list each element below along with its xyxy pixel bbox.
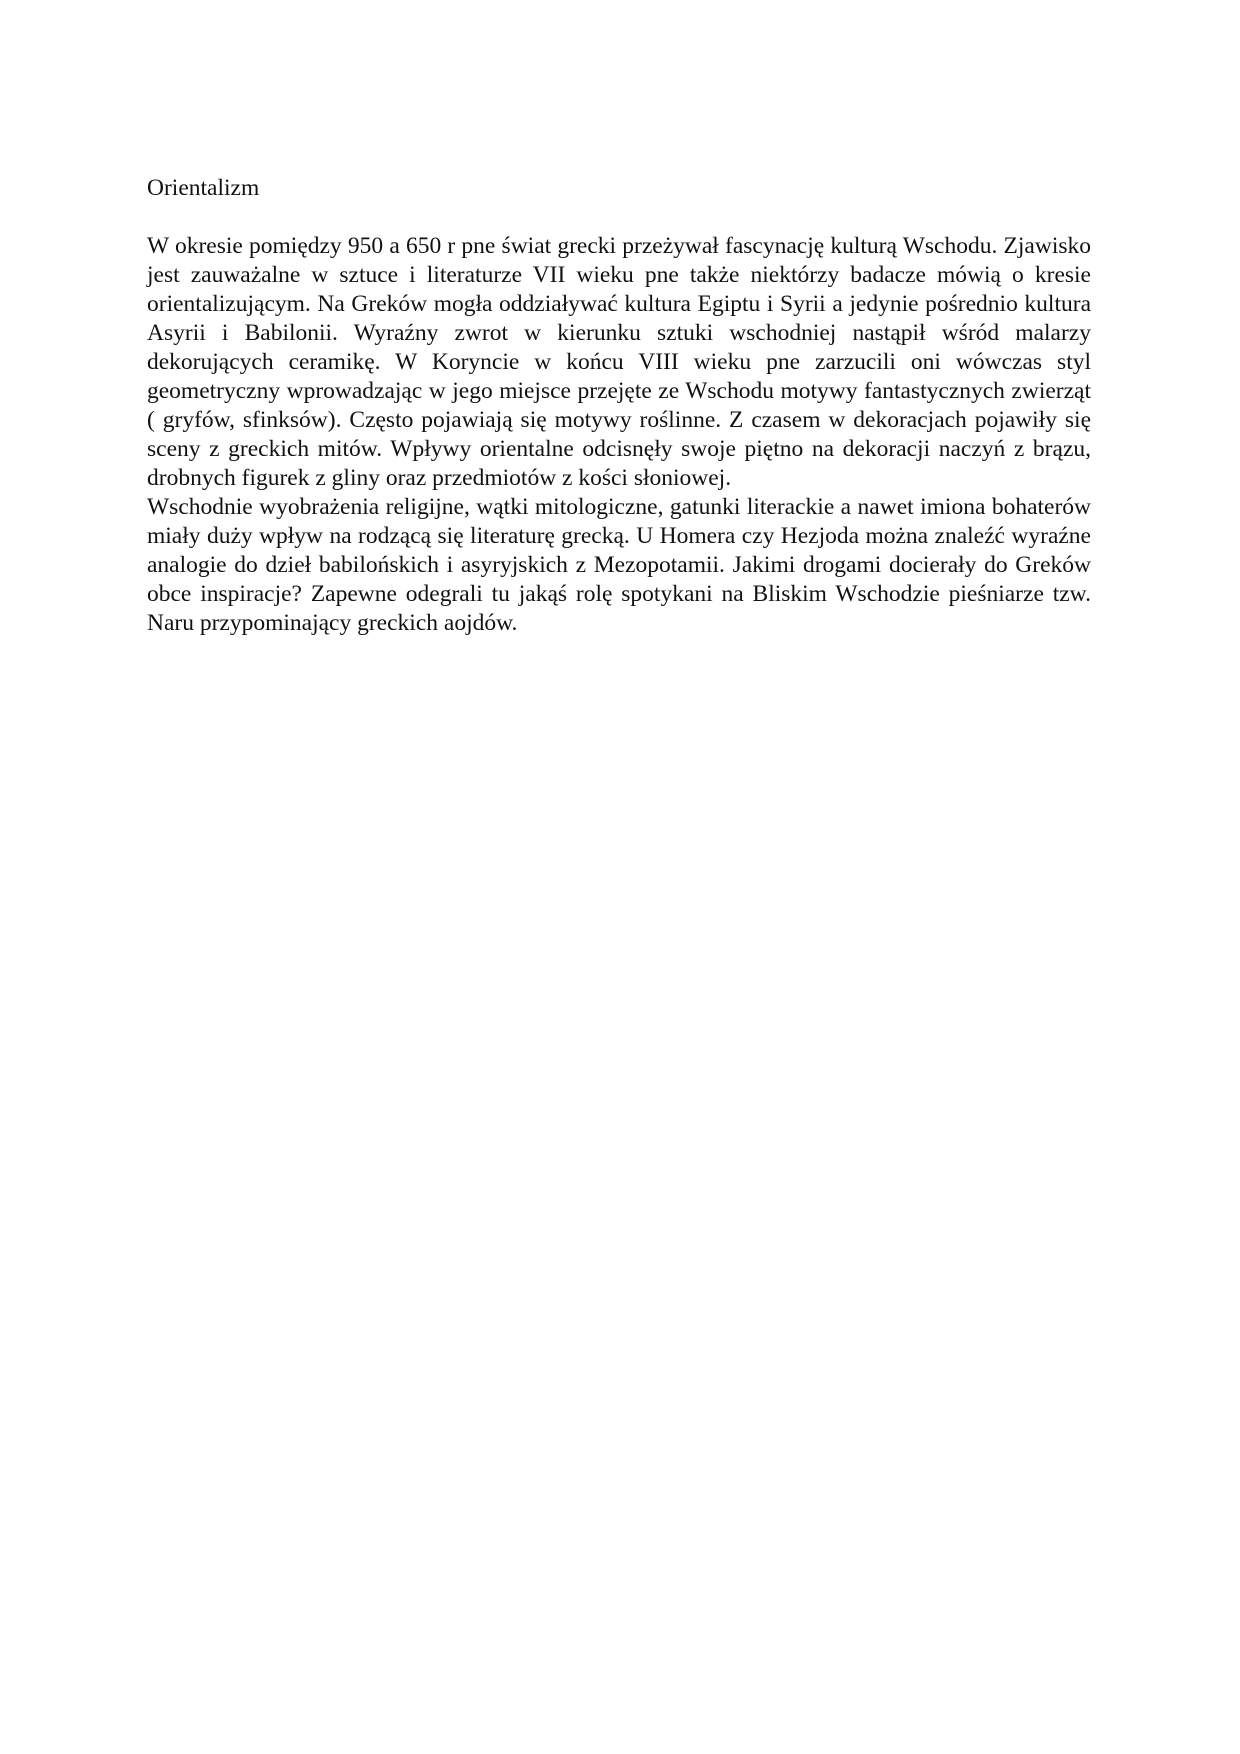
paragraph-2: Wschodnie wyobrażenia religijne, wątki mitologiczne, gatunki literackie a nawet imiona bohaterów miały duży wpływ na rodzącą się literaturę grecką. U Homera czy Hezjoda można znaleźć wyraźne analogie do dzieł babilońskich i asyryjskich z Mezopotamii. Jakimi drogami docierały do Greków obce inspiracje? Zapewne odegrali tu jakąś rolę spotykani na Bliskim Wschodzie pieśniarze tzw. Naru przypominający greckich aojdów.: [147, 494, 1091, 636]
document-body: [147, 174, 1091, 638]
paragraph-1: W okresie pomiędzy 950 a 650 r pne świat grecki przeżywał fascynację kulturą Wschodu. Zjawisko jest zauważalne w sztuce i literaturze VII wieku pne także niektórzy badacze mówią o kresie orientalizującym. Na Greków mogła oddziaływać kultura Egiptu i Syrii a jedynie pośrednio kultura Asyrii i Babilonii. Wyraźny zwrot w kierunku sztuki wschodniej nastąpił wśród malarzy dekorujących ceramikę. W Koryncie w końcu VIII wieku pne zarzucili oni wówczas styl geometryczny wprowadzając w jego miejsce przejęte ze Wschodu motywy fantastycznych zwierząt ( gryfów, sfinksów). Często pojawiają się motywy roślinne. Z czasem w dekoracjach pojawiły się sceny z greckich mitów. Wpływy orientalne odcisnęły swoje piętno na dekoracji naczyń z brązu, drobnych figurek z gliny oraz przedmiotów z kości słoniowej.: [147, 233, 1091, 491]
document-title: Orientalizm: [147, 175, 260, 201]
